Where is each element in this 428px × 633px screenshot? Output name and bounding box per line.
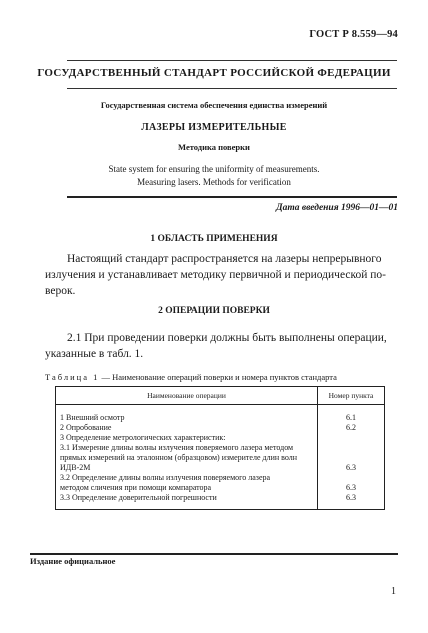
section1-heading: 1 ОБЛАСТЬ ПРИМЕНЕНИЯ: [150, 234, 278, 244]
clause-number: 6.3: [346, 463, 356, 472]
english-title-1: State system for ensuring the uniformity of measurements.: [108, 164, 320, 174]
table-caption-label: Таблица 1: [45, 372, 100, 382]
table-caption-text: — Наименование операций поверки и номера пунктов стандарта: [99, 372, 337, 382]
table-header-operation: Наименование операции: [56, 387, 318, 405]
footer-rule: [30, 553, 398, 555]
official-edition-label: Издание официальное: [30, 556, 116, 566]
introduction-date: Дата введения 1996—01—01: [276, 203, 398, 213]
section2-text: [45, 330, 397, 362]
clause-number: [322, 453, 380, 463]
operation-item: 3.2 Определение длины волны излучения поверяемого лазера: [60, 473, 271, 482]
operation-item: ИДВ-2М: [60, 463, 91, 472]
section1-line: верок.: [45, 285, 76, 297]
operation-item: 2 Опробование: [60, 423, 112, 432]
section1-text: [45, 251, 397, 299]
main-title: ГОСУДАРСТВЕННЫЙ СТАНДАРТ РОССИЙСКОЙ ФЕДЕРАЦИИ: [37, 67, 391, 79]
english-title-2: Measuring lasers. Methods for verification: [137, 177, 291, 187]
page-number: 1: [391, 586, 396, 597]
clause-number: 6.2: [346, 423, 356, 432]
top-rule: [67, 60, 397, 61]
system-title: Государственная система обеспечения единства измерений: [100, 100, 328, 110]
section2-line: 2.1 При проведении поверки должны быть выполнены операции,: [67, 332, 387, 344]
operation-item: 1 Внешний осмотр: [60, 413, 125, 422]
clause-number: [322, 443, 380, 453]
section2-line: указанные в табл. 1.: [45, 348, 144, 360]
section2-heading: 2 ОПЕРАЦИИ ПОВЕРКИ: [158, 306, 270, 316]
clause-number: [322, 473, 380, 483]
clause-number: 6.3: [346, 493, 356, 502]
clause-column: [318, 405, 385, 510]
operation-item: 3.1 Измерение длины волны излучения поверяемого лазера методом: [60, 443, 294, 452]
table-caption: [45, 372, 337, 382]
operation-item: 3.3 Определение доверительной погрешности: [60, 493, 217, 502]
section1-line: излучения и устанавливает методику первичной и периодической по-: [45, 269, 386, 281]
table-header-clause: Номер пункта: [318, 387, 385, 405]
operation-item: методом сличения при помощи компаратора: [60, 483, 212, 492]
subject-title: ЛАЗЕРЫ ИЗМЕРИТЕЛЬНЫЕ: [141, 122, 287, 133]
title-rule: [67, 88, 397, 89]
operations-column: [56, 405, 318, 510]
clause-number: 6.1: [346, 413, 356, 422]
clause-number: 6.3: [346, 483, 356, 492]
operation-item: прямых измерений на эталонном (образцовом) измерителе длин волн: [60, 453, 298, 462]
clause-number: [322, 433, 380, 443]
section1-line: Настоящий стандарт распространяется на лазеры непрерывного: [67, 253, 382, 265]
standard-code: ГОСТ Р 8.559—94: [309, 29, 398, 40]
date-rule: [67, 196, 397, 198]
operation-item: 3 Определение метрологических характеристик:: [60, 433, 226, 442]
operations-table: [55, 386, 385, 510]
method-title: Методика поверки: [178, 142, 250, 152]
